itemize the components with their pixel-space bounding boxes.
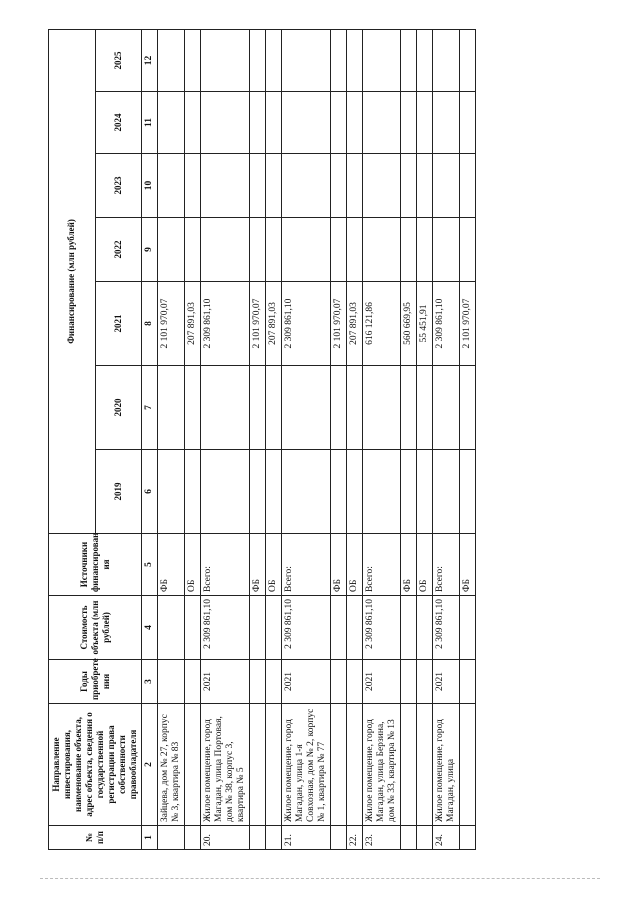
header-year: 2019 [95, 450, 142, 534]
financing-source: ОБ [417, 534, 433, 596]
value-2023 [201, 154, 250, 218]
value-2024 [266, 92, 282, 154]
object-cost: 2 309 861,10 [201, 596, 250, 660]
column-number: 1 [142, 826, 158, 850]
value-2020 [460, 366, 476, 450]
table-row [201, 29, 250, 849]
row-number: 24. [433, 826, 460, 850]
value-2021: 616 121,86 [363, 282, 401, 366]
header-year: 2024 [95, 92, 142, 154]
row-number [185, 826, 201, 850]
value-2020 [250, 366, 266, 450]
financing-source: ОБ [185, 534, 201, 596]
object-cost [417, 596, 433, 660]
value-2022 [331, 218, 347, 282]
object-name: Жилое помещение, город Магадан, улица 1-я Совхозная, дом № 2, корпус № 1, квартира № 77 [282, 704, 331, 826]
acquisition-year: 2021 [433, 660, 460, 704]
header-year: 2020 [95, 366, 142, 450]
value-2024 [331, 92, 347, 154]
object-cost: 2 309 861,10 [433, 596, 460, 660]
header-sources: Источники финансирован ия [49, 534, 142, 596]
object-cost [250, 596, 266, 660]
table-row [433, 29, 460, 849]
financing-source: ФБ [331, 534, 347, 596]
column-number: 3 [142, 660, 158, 704]
value-2024 [250, 92, 266, 154]
value-2024 [417, 92, 433, 154]
object-cost: 2 309 861,10 [363, 596, 401, 660]
value-2021: 207 891,03 [266, 282, 282, 366]
value-2023 [401, 154, 417, 218]
value-2023 [266, 154, 282, 218]
value-2025 [417, 29, 433, 91]
table-body [158, 29, 476, 849]
financing-table [48, 29, 476, 850]
value-2025 [201, 29, 250, 91]
column-number: 4 [142, 596, 158, 660]
value-2021: 55 451,91 [417, 282, 433, 366]
value-2024 [363, 92, 401, 154]
acquisition-year [347, 660, 363, 704]
value-2021: 207 891,03 [185, 282, 201, 366]
value-2025 [158, 29, 185, 91]
value-2019 [417, 450, 433, 534]
value-2022 [433, 218, 460, 282]
value-2024 [460, 92, 476, 154]
value-2022 [363, 218, 401, 282]
value-2022 [185, 218, 201, 282]
value-2022 [401, 218, 417, 282]
object-name: Жилое помещение, город Магадан, улица Берзина, дом № 33, квартира № 13 [363, 704, 401, 826]
acquisition-year [185, 660, 201, 704]
value-2021: 2 309 861,10 [433, 282, 460, 366]
table-row [266, 29, 282, 849]
acquisition-year [250, 660, 266, 704]
object-cost [347, 596, 363, 660]
value-2024 [433, 92, 460, 154]
header-years: Годы приобрете ния [49, 660, 142, 704]
column-number: 12 [142, 29, 158, 91]
value-2023 [433, 154, 460, 218]
value-2019 [185, 450, 201, 534]
header-year: 2021 [95, 282, 142, 366]
acquisition-year: 2021 [201, 660, 250, 704]
object-cost [460, 596, 476, 660]
financing-source: ФБ [460, 534, 476, 596]
object-name: Зайцева, дом № 27, корпус № 3, квартира № 83 [158, 704, 185, 826]
value-2024 [401, 92, 417, 154]
value-2025 [433, 29, 460, 91]
object-name [331, 704, 347, 826]
acquisition-year [460, 660, 476, 704]
column-number: 5 [142, 534, 158, 596]
value-2022 [266, 218, 282, 282]
value-2020 [347, 366, 363, 450]
row-number [460, 826, 476, 850]
row-number [250, 826, 266, 850]
value-2024 [185, 92, 201, 154]
object-name [417, 704, 433, 826]
value-2020 [363, 366, 401, 450]
table-row [250, 29, 266, 849]
table-row [347, 29, 363, 849]
value-2019 [250, 450, 266, 534]
column-number: 7 [142, 366, 158, 450]
header-financing: Финансирование (млн рублей) [49, 29, 96, 533]
value-2023 [185, 154, 201, 218]
value-2022 [282, 218, 331, 282]
value-2021: 2 101 970,07 [158, 282, 185, 366]
value-2019 [266, 450, 282, 534]
column-number: 2 [142, 704, 158, 826]
value-2025 [347, 29, 363, 91]
acquisition-year [158, 660, 185, 704]
value-2020 [201, 366, 250, 450]
financing-source: Всего: [363, 534, 401, 596]
value-2022 [460, 218, 476, 282]
object-cost [185, 596, 201, 660]
row-number: 20. [201, 826, 250, 850]
value-2020 [417, 366, 433, 450]
financing-source: ОБ [266, 534, 282, 596]
value-2019 [282, 450, 331, 534]
value-2024 [347, 92, 363, 154]
object-cost [401, 596, 417, 660]
value-2025 [185, 29, 201, 91]
column-number: 10 [142, 154, 158, 218]
header-cost: Стоимость объекта (млн рублей) [49, 596, 142, 660]
value-2024 [158, 92, 185, 154]
value-2023 [417, 154, 433, 218]
object-name [401, 704, 417, 826]
header-no: № п/п [49, 826, 142, 850]
column-number: 8 [142, 282, 158, 366]
value-2019 [363, 450, 401, 534]
object-cost [331, 596, 347, 660]
value-2020 [158, 366, 185, 450]
value-2023 [282, 154, 331, 218]
object-name: Жилое помещение, город Магадан, улица [433, 704, 460, 826]
financing-source: ФБ [401, 534, 417, 596]
value-2019 [331, 450, 347, 534]
value-2025 [460, 29, 476, 91]
value-2020 [282, 366, 331, 450]
financing-source: ФБ [158, 534, 185, 596]
acquisition-year: 2021 [282, 660, 331, 704]
scan-edge-line [40, 878, 600, 879]
row-number [331, 826, 347, 850]
value-2021: 207 891,03 [347, 282, 363, 366]
object-cost [158, 596, 185, 660]
header-year: 2022 [95, 218, 142, 282]
financing-source: ФБ [250, 534, 266, 596]
value-2025 [331, 29, 347, 91]
table-row [417, 29, 433, 849]
value-2019 [433, 450, 460, 534]
value-2019 [201, 450, 250, 534]
value-2022 [201, 218, 250, 282]
object-name [250, 704, 266, 826]
financing-source: Всего: [433, 534, 460, 596]
rotated-table-container [48, 30, 603, 850]
value-2020 [266, 366, 282, 450]
table-row [401, 29, 417, 849]
financing-source: Всего: [282, 534, 331, 596]
table-row [282, 29, 331, 849]
table-row [158, 29, 185, 849]
value-2021: 2 101 970,07 [250, 282, 266, 366]
row-number [417, 826, 433, 850]
value-2023 [250, 154, 266, 218]
header-direction: Направление инвестирования, наименование объекта, адрес объекта, сведения о государственной регистрации права собственности правообладателя [49, 704, 142, 826]
row-number [401, 826, 417, 850]
header-row-1 [49, 29, 96, 849]
object-name [266, 704, 282, 826]
value-2019 [158, 450, 185, 534]
value-2023 [331, 154, 347, 218]
acquisition-year [266, 660, 282, 704]
row-number [266, 826, 282, 850]
column-number: 6 [142, 450, 158, 534]
value-2021: 2 309 861,10 [282, 282, 331, 366]
value-2020 [401, 366, 417, 450]
table-row [363, 29, 401, 849]
value-2020 [331, 366, 347, 450]
row-number: 22. [347, 826, 363, 850]
value-2022 [417, 218, 433, 282]
table-row [185, 29, 201, 849]
value-2025 [363, 29, 401, 91]
acquisition-year [417, 660, 433, 704]
value-2022 [347, 218, 363, 282]
object-name [347, 704, 363, 826]
acquisition-year [331, 660, 347, 704]
value-2020 [433, 366, 460, 450]
acquisition-year: 2021 [363, 660, 401, 704]
value-2024 [282, 92, 331, 154]
object-name: Жилое помещение, город Магадан, улица Портовая, дом № 38, корпус 3, квартира № 5 [201, 704, 250, 826]
value-2021: 2 309 861,10 [201, 282, 250, 366]
value-2019 [347, 450, 363, 534]
value-2023 [460, 154, 476, 218]
value-2021: 2 101 970,07 [331, 282, 347, 366]
column-number: 11 [142, 92, 158, 154]
value-2019 [460, 450, 476, 534]
object-name [185, 704, 201, 826]
value-2021: 2 101 970,07 [460, 282, 476, 366]
financing-source: Всего: [201, 534, 250, 596]
value-2023 [347, 154, 363, 218]
value-2025 [250, 29, 266, 91]
header-year: 2025 [95, 29, 142, 91]
value-2023 [158, 154, 185, 218]
object-cost: 2 309 861,10 [282, 596, 331, 660]
value-2022 [250, 218, 266, 282]
value-2025 [401, 29, 417, 91]
table-row [331, 29, 347, 849]
object-name [460, 704, 476, 826]
value-2025 [266, 29, 282, 91]
value-2022 [158, 218, 185, 282]
header-year: 2023 [95, 154, 142, 218]
acquisition-year [401, 660, 417, 704]
value-2021: 560 669,95 [401, 282, 417, 366]
value-2019 [401, 450, 417, 534]
value-2023 [363, 154, 401, 218]
column-number: 9 [142, 218, 158, 282]
object-cost [266, 596, 282, 660]
column-numbers-row [142, 29, 158, 849]
row-number: 21. [282, 826, 331, 850]
row-number [158, 826, 185, 850]
value-2020 [185, 366, 201, 450]
row-number: 23. [363, 826, 401, 850]
table-row [460, 29, 476, 849]
value-2024 [201, 92, 250, 154]
value-2025 [282, 29, 331, 91]
financing-source: ОБ [347, 534, 363, 596]
